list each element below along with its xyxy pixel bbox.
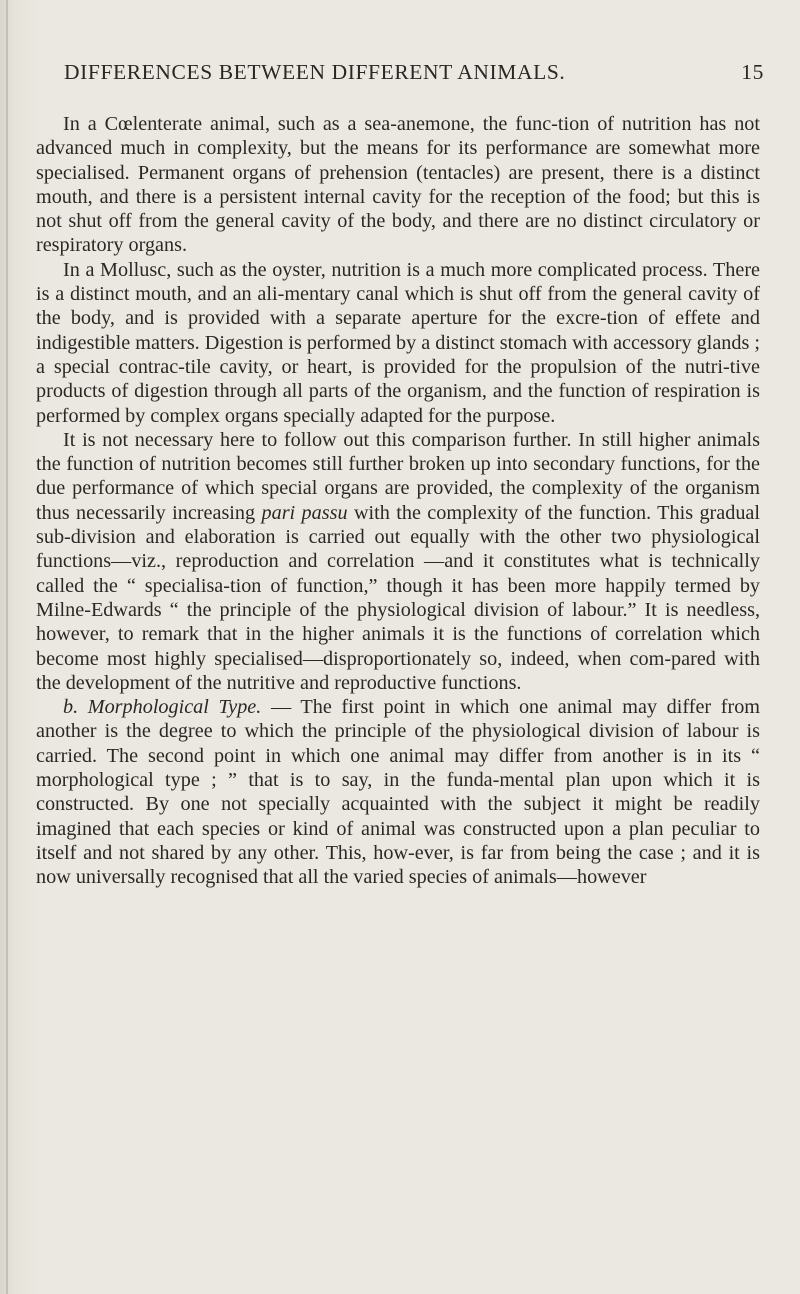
page-gutter-edge bbox=[6, 0, 8, 1294]
running-head-title: DIFFERENCES BETWEEN DIFFERENT ANIMALS. bbox=[64, 60, 566, 84]
page-number: 15 bbox=[741, 60, 764, 84]
paragraph-morphological-type bbox=[36, 695, 760, 889]
paragraph-mollusc: In a Mollusc, such as the oyster, nutrition is a much more complicated process. There is a distinct mouth, and an ali-mentary canal which is shut off from the general cavity of the body, and is provided with a separate aperture for the excre-tion of effete and indigestible matters. Digestion is performed by a distinct stomach with accessory glands ; a special contrac-tile cavity, or heart, is provided for the propulsion of the nutri-tive products of digestion through all parts of the organism, and the function of respiration is performed by complex organs specially adapted for the purpose. bbox=[36, 258, 760, 427]
section-heading-morphological-type: b. Morphological Type. bbox=[63, 696, 262, 719]
body-text bbox=[36, 112, 760, 890]
paragraph-comparison-text-end: with the complexity of the function. This gradual sub-division and elaboration is carried out equally with the other two physiological functions—viz., reproduction and correlation —and it constitutes what is technically called the “ specialisa-tion of function,” though it has been more happily termed by Milne-Edwards “ the principle of the physiological division of labour.” It is needless, however, to remark that in the higher animals it is the functions of correlation which become most highly specialised—disproportionately so, indeed, when com-pared with the development of the nutritive and reproductive functions. bbox=[36, 501, 760, 694]
paragraph-comparison-text-start: It is not necessary here to follow out this comparison further. In still higher animals the function of nutrition becomes still further broken up into secondary functions, for the due performance of which special organs are provided, the complexity of the organism thus necessarily increasing bbox=[36, 428, 760, 524]
paragraph-morphological-type-text: — The first point in which one animal may differ from another is the degree to which the principle of the physiological division of labour is carried. The second point in which one animal may differ from another is in its “ morphological type ; ” that is to say, in the funda-mental plan upon which it is constructed. By one not specially acquainted with the subject it might be readily imagined that each species or kind of animal was constructed upon a plan peculiar to itself and not shared by any other. This, how-ever, is far from being the case ; and it is now universally recognised that all the varied species of animals—however bbox=[36, 696, 761, 889]
paragraph-coelenterate: In a Cœlenterate animal, such as a sea-anemone, the func-tion of nutrition has not advanced much in complexity, but the means for its performance are somewhat more specialised. Permanent organs of prehension (tentacles) are present, there is a distinct mouth, and there is a persistent internal cavity for the reception of the food; but this is not shut off from the general cavity of the body, and there are no distinct circulatory or respiratory organs. bbox=[36, 113, 760, 257]
italic-pari-passu: pari passu bbox=[261, 501, 348, 524]
paragraph-comparison bbox=[36, 428, 760, 695]
running-head bbox=[64, 60, 764, 88]
